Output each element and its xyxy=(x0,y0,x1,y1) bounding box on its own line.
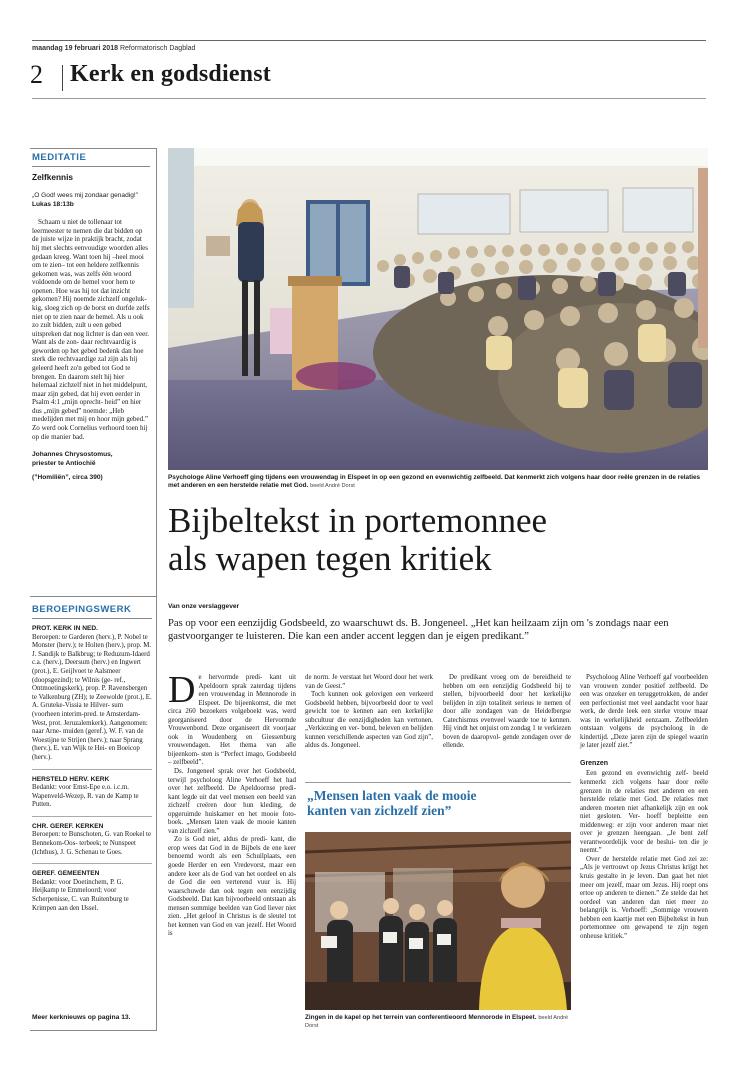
pullquote-line-1: „Mensen laten vaak de mooie xyxy=(307,788,477,803)
col1-paragraph-1: e hervormde predi- kant uit Apeldoorn sprak zaterdag tijdens een vrouwendag in Mennorode in Elspeet. De bijeenkomst, die met circa 260 bezoekers volgeboekt was, werd georganiseerd door de Hervormde Vrouwenbond. Deze organiseert dit voorjaar ook in Woudenberg en Giessenburg vrouwendagen. Het thema van alle bijeenkom- sten is “Perfect imago, Godsbeeld – zelfbeeld”. xyxy=(168,674,296,767)
main-photo-caption-text: Psychologe Aline Verhoeff ging tijdens een vrouwendag in Elspeet in op een gezond en evenwichtig zelfbeeld. Dat kenmerkt zich volgens haar door reële grenzen in de relaties met anderen en een herstelde relatie met God. xyxy=(168,474,701,490)
beroepingswerk-church: CHR. GEREF. KERKEN xyxy=(32,822,104,830)
col1-paragraph-3: Zo is God niet, aldus de predi- kant, die erop wees dat God in de Bijbels de ene keer benoemd wordt als een Schuilplaats, een goede Herder en een Vredevorst, maar een andere keer als de God van het oordeel en als de God die een verterend vuur is. Hij waarschuwde dan ook tegen een eenzijdig Godsbeeld. Dat kan bijvoorbeeld ontstaan als mensen sommige beelden van God liever niet zien. „Het geloof in Christus is de sleutel tot het kennen van God en van jezelf. Het Woord is xyxy=(168,836,296,938)
col1-paragraph-2: Ds. Jongeneel sprak over het Godsbeeld, terwijl psycholoog Aline Verhoeff het had over het zelfbeeld. De Apeldoornse predi- kant legde uit dat veel mensen een beeld van zichzelf creëren door hun kleding, de opgeruimde huiskamer en het mooie foto- boek. „Mensen laten vaak de mooie kanten van zichzelf zien.” xyxy=(168,768,296,835)
meditatie-label: MEDITATIE xyxy=(32,152,87,163)
meditatie-verse: „O God! wees mij zondaar genadig!” xyxy=(32,192,138,199)
folio-paper: Reformatorisch Dagblad xyxy=(119,45,196,52)
beroepingswerk-text: Beroepen: te Bunschoten, G. van Roekel te Bennekom-Oos- terbeek; te Nunspeet (Ichthus), J. G. Schenau te Goes. xyxy=(32,831,152,856)
main-photo-credit: beeld André Dorst xyxy=(310,483,355,490)
beroepingswerk-text: Bedankt: voor Emst-Epe e.o. i.c.m. Wapenveld-Wezep, R. van de Kamp te Putten. xyxy=(32,784,139,809)
beroepingswerk-church: HERSTELD HERV. KERK xyxy=(32,775,110,783)
top-rule xyxy=(32,40,706,41)
col4-paragraph-1: Psycholoog Aline Verhoeff gaf voorbeelden van vrouwen zonder positief zelfbeeld. De een was onzeker en teruggetrokken, de ander een perfectionist met veel aandacht voor haar werk, de derde leek een sterke vrouw maar was in werkelijkheid eenzaam. Zelfbeelden ontstaan volgens de psycholoog in de kindertijd. „Deze jaren zijn de spiegel waarin je later jezelf ziet.” xyxy=(580,674,708,750)
headline-line-1: Bijbeltekst in portemonnee xyxy=(168,501,548,540)
more-news-link[interactable]: Meer kerknieuws op pagina 13. xyxy=(32,1014,131,1021)
col2-paragraph-2: Toch kunnen ook gelovigen een verkeerd Godsbeeld hebben, bijvoorbeeld door te veel gewicht toe te kennen aan een kerkelijke subcultuur die eenzijdigheden kan vertonen. „Verkiezing en ver- bond, beleven en belijden kunnen verschillende aspecten van God zijn”, aldus ds. Jongeneel. xyxy=(305,691,433,750)
section-divider xyxy=(62,65,63,91)
meditatie-title: Zelfkennis xyxy=(32,172,74,182)
conference-hall-illustration xyxy=(168,148,708,470)
beroepingswerk-divider xyxy=(32,816,152,817)
meditatie-block xyxy=(32,152,150,483)
intro-text: Pas op voor een eenzijdig Godsbeeld, zo waarschuwt ds. B. Jongeneel. „Het kan heilzaam zijn om 's zondags naar een gastvoorganger te luisteren. Die kan een ander accent leggen dan je eigen predikant.” xyxy=(168,618,669,643)
beroepingswerk-text: Bedankt: voor Doetinchem, P. G. Heijkamp te Emmeloord; voor Scherpenisse, C. van Ruitenburg te Krimpen aan den IJssel. xyxy=(32,878,129,912)
byline: Van onze verslaggever xyxy=(168,603,240,610)
beroepingswerk-church: GEREF. GEMEENTEN xyxy=(32,870,100,878)
beroepingswerk-text: Beroepen: te Garderen (herv.), P. Nobel te Monster (herv.); te Holten (herv.), prop. M. J. Sandijk te Balkbrug; te Reduzum-Idaerd c.a. (herv.), Deersum (herv.) en Ingwert (prot.), E. Geijlvoet te Aalsmeer (doopsgezind); te Wilnis (ge- ref., Ontmoetingskerk), prop. P. Ravensbergen te Valkenburg (ZH); te Zeewolde (prot.), E. A. Gruteke-Vissia te Hilver- sum (voorheen interim-pred. te Amsterdam-West, prot. Jeruzalemkerk). Aangenomen: naar Arne- muiden (geref.), W. F. van de Woestijne te Strijen (herv.); naar Sprang (herv.), E. van Wijk te Hei- en Boeicop (herv.). xyxy=(32,633,152,761)
main-photo xyxy=(168,148,708,470)
col2-paragraph-1: de norm. Je verstaat het Woord door het werk van de Geest.” xyxy=(305,674,433,690)
meditatie-ref: Lukas 18:13b xyxy=(32,200,74,208)
page-number: 2 xyxy=(30,60,43,89)
meditatie-text: Schaam u niet de tollenaar tot leermeester te nemen die dat bidden op de juiste wijze in praktijk bracht, zodat hij met slechts eenvoudige woorden alles gedaan kreeg. Want toen hij –heel mooi om te zien– tot een heldere zelfkennis gekomen was, was zelfs één woord voldoende om de hemel voor hem te openen. Hoe was hij tot dat inzicht gekomen? Hij noemde zichzelf ongeluk- kig, sloeg zich op de borst en durfde zelfs niet op te zien naar de hemel. Als u ook zo zult bidden, zult u een gebed uitspreken dat nog lichter is dan een veer. Want als de zon- daar rechtvaardig is geworden op het gebed bedenk dan hoe sterk die rechtvaardige zal zijn als hij geleerd heeft zo'n gebed tot God te brengen. En daarom stelt hij hier helemaal zichzelf niet in het middelpunt, maar zijn gebed, dat hij even eerder in Psalm 4:1 „mijn oprecht- heid” en hier dus „mijn gebed” noemde: „Heb medelijden met mij en hoor mijn gebed.” Zo werd ook Cornelius verhoord toen hij op die manier bad. xyxy=(32,218,150,441)
chapel-singing-illustration xyxy=(305,832,571,1010)
beroepingswerk-entry xyxy=(32,823,152,857)
beroepingswerk-entry xyxy=(32,870,152,913)
headline-line-2: als wapen tegen kritiek xyxy=(168,539,492,578)
beroepingswerk-divider xyxy=(32,863,152,864)
col4-paragraph-2: Een gezond en evenwichtig zelf- beeld kenmerkt zich volgens haar door reële grenzen in de relaties met anderen en een herstelde relatie met God. De relaties met anderen moeten niet afhankelijk zijn en ook niet gesloten. Ver- hoeff bepleitte een middenweg: er zijn voor anderen maar niet over je grenzen heengaan. „Je bent zelf verantwoordelijk voor de beslui- ten die je neemt.” xyxy=(580,770,708,855)
beroepingswerk-label: BEROEPINGSWERK xyxy=(32,604,132,615)
headline xyxy=(168,502,708,578)
folio-date: maandag 19 februari 2018 xyxy=(32,45,118,52)
pullquote-rule xyxy=(305,782,571,783)
header-rule xyxy=(32,98,706,99)
meditatie-author: Johannes Chrysostomus, xyxy=(32,451,113,459)
meditatie-author-role: priester te Antiochië xyxy=(32,459,96,467)
chapel-photo xyxy=(305,832,571,1010)
col3-paragraph-1: De predikant vroeg om de bereidheid te hebben om een eenzijdig Godsbeeld bij te stellen, bijvoorbeeld door het kerkelijke belijden in zijn totaliteit serieus te nemen of door alle zondagen van de Heidelbergse Catechismus evenveel waarde toe te kennen. Hij vindt het onjuist om zondag 1 te verkiezen boven de daaropvol- gende zondagen over de ellende. xyxy=(443,674,571,750)
beroepingswerk-entry xyxy=(32,776,152,810)
article-column-3 xyxy=(443,674,571,751)
chapel-photo-credit: beeld André Dorst xyxy=(305,1015,569,1030)
pullquote-line-2: kanten van zichzelf zien” xyxy=(307,803,452,818)
main-photo-caption xyxy=(168,474,708,491)
folio xyxy=(32,45,195,52)
sidebar-divider xyxy=(30,596,156,597)
beroepingswerk-divider xyxy=(32,769,152,770)
drop-cap: D xyxy=(168,669,196,711)
chapel-photo-caption-text: Zingen in de kapel op het terrein van conferentieoord Mennorode in Elspeet. xyxy=(305,1014,537,1021)
article-column-1 xyxy=(168,669,296,939)
article-column-4 xyxy=(580,674,708,941)
section-title: Kerk en godsdienst xyxy=(70,61,271,87)
beroepingswerk-entry xyxy=(32,625,152,763)
beroepingswerk-church: PROT. KERK IN NED. xyxy=(32,625,98,632)
subhead-grenzen: Grenzen xyxy=(580,759,609,767)
pullquote xyxy=(307,788,573,818)
chapel-photo-caption xyxy=(305,1014,571,1031)
beroepingswerk-block xyxy=(32,604,152,919)
col4-paragraph-3: Over de herstelde relatie met God zei ze: „Als je vertrouwt op Jezus Christus krijgt het kruis gestalte in je leven. Dan gaat het niet meer om jezelf, maar om Jezus. Hij roept ons ertoe op anderen te dienen.” Ze stelde dat het oordeel van anderen dan niet meer zo belangrijk is. Verhoeff: „Sommige vrouwen hebben een kaartje met een Bijbeltekst in hun portemonnee om gewapend te zijn tegen onheuse kritiek.” xyxy=(580,855,708,940)
meditatie-source: (”Homiliën”, circa 390) xyxy=(32,474,103,482)
article-column-2 xyxy=(305,674,433,751)
